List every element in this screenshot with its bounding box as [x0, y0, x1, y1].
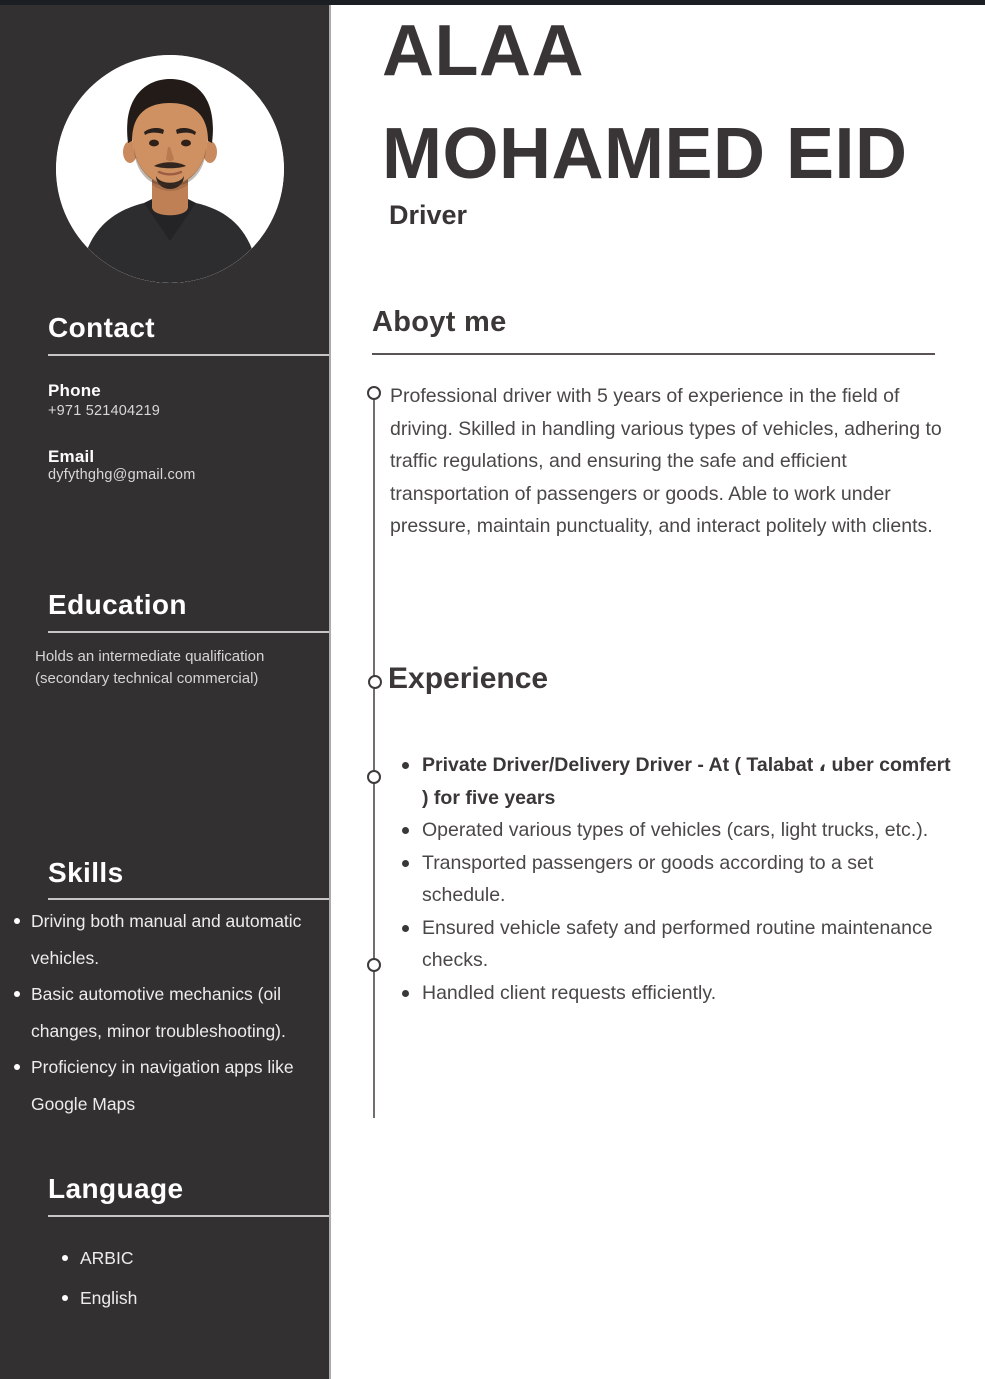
timeline-marker-icon — [367, 770, 381, 784]
skill-text: Proficiency in navigation apps like Google Maps — [31, 1057, 294, 1114]
avatar — [56, 55, 284, 283]
bullet-dot-icon — [402, 990, 409, 997]
timeline-marker-icon — [367, 958, 381, 972]
list-item — [62, 1238, 137, 1278]
list-item — [402, 912, 960, 977]
education-text: Holds an intermediate qualification (secondary technical commercial) — [35, 648, 265, 687]
page-top-border — [0, 0, 985, 5]
language-list — [62, 1238, 137, 1318]
list-item — [14, 903, 324, 976]
phone-value: +971 521404219 — [48, 403, 161, 419]
list-item — [402, 977, 960, 1010]
skills-heading: Skills — [48, 857, 124, 888]
email-value: dyfythghg@gmail.com — [48, 467, 196, 483]
skill-text: Driving both manual and automatic vehicles. — [31, 911, 302, 968]
email-label: Email — [48, 447, 95, 466]
about-divider — [372, 353, 935, 355]
timeline-marker-icon — [368, 675, 382, 689]
phone-label: Phone — [48, 381, 101, 400]
education-heading: Education — [48, 589, 187, 620]
timeline-marker-icon — [367, 386, 381, 400]
contact-heading: Contact — [48, 312, 156, 343]
job-title: Driver — [389, 200, 468, 230]
name-line-2: MOHAMED EID — [382, 114, 908, 194]
sidebar — [0, 0, 331, 1379]
contact-divider — [48, 354, 329, 356]
bullet-dot-icon — [62, 1295, 68, 1301]
portrait-photo-illustration — [56, 55, 284, 283]
list-item — [14, 976, 324, 1049]
name-line-1: ALAA — [382, 11, 584, 91]
skills-list — [14, 903, 324, 1122]
experience-item-text: Private Driver/Delivery Driver - At ( Talabat ، uber comfert ) for five years — [422, 754, 951, 809]
experience-list — [402, 749, 960, 1009]
language-text: English — [80, 1288, 138, 1308]
page-title — [382, 0, 908, 206]
experience-item-text: Ensured vehicle safety and performed routine maintenance checks. — [422, 916, 933, 971]
bullet-dot-icon — [14, 918, 20, 924]
bullet-dot-icon — [402, 925, 409, 932]
list-item — [402, 749, 960, 814]
language-divider — [48, 1215, 329, 1217]
education-divider — [48, 631, 329, 633]
bullet-dot-icon — [402, 860, 409, 867]
language-heading: Language — [48, 1173, 184, 1204]
skill-text: Basic automotive mechanics (oil changes, minor troubleshooting). — [31, 984, 286, 1041]
bullet-dot-icon — [402, 827, 409, 834]
bullet-dot-icon — [402, 762, 409, 769]
skills-divider — [48, 898, 329, 900]
bullet-dot-icon — [14, 991, 20, 997]
list-item — [402, 814, 960, 847]
experience-item-text: Operated various types of vehicles (cars, light trucks, etc.). — [422, 819, 929, 841]
list-item — [62, 1278, 137, 1318]
timeline-line — [373, 393, 375, 1118]
about-heading: Aboyt me — [372, 306, 507, 338]
experience-heading: Experience — [388, 662, 549, 695]
experience-item-text: Handled client requests efficiently. — [422, 981, 717, 1004]
bullet-dot-icon — [14, 1064, 20, 1070]
list-item — [402, 847, 960, 912]
language-text: ARBIC — [80, 1248, 134, 1268]
bullet-dot-icon — [62, 1255, 68, 1261]
list-item — [14, 1049, 324, 1122]
about-text: Professional driver with 5 years of experience in the field of driving. Skilled in handling various types of vehicles, adhering to traffic regulations, and ensuring the safe and efficient transportation of passengers or goods. Able to work under pressure, maintain punctuality, and interact politely with clients. — [390, 385, 942, 537]
experience-item-text: Transported passengers or goods according to a set schedule. — [422, 851, 874, 906]
